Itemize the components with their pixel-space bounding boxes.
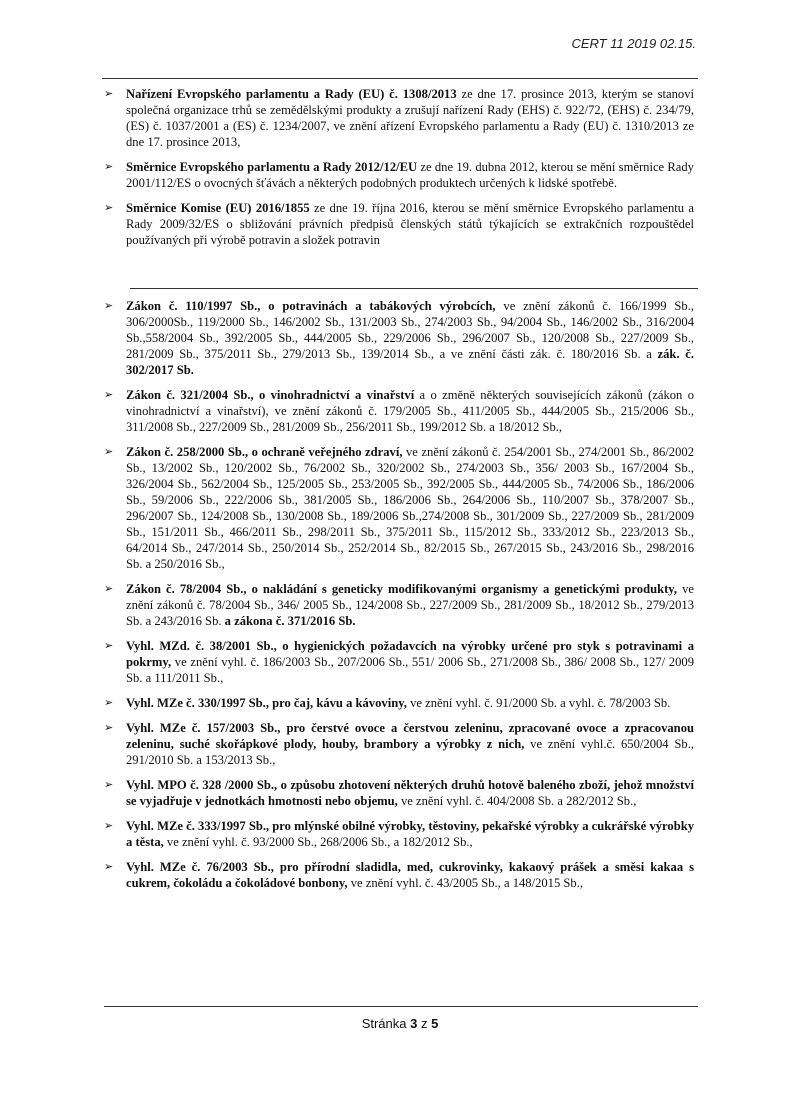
arrow-bullet-icon: ➢ xyxy=(104,160,114,173)
header-rule xyxy=(102,78,698,79)
legislation-item xyxy=(104,581,694,629)
legislation-item xyxy=(104,86,694,150)
footer-prefix: Stránka xyxy=(361,1016,411,1031)
legislation-title: Zákon č. 321/2004 Sb., o vinohradnictví a vinařství xyxy=(126,388,415,402)
legislation-item xyxy=(104,298,694,378)
legislation-title: Vyhl. MZd. č. 38/2001 Sb., o hygienických požadavcích na výrobky určené pro styk s potravinami a pokrmy, xyxy=(126,639,694,669)
footer-page-total: 5 xyxy=(431,1016,439,1031)
footer-rule xyxy=(104,1006,698,1007)
legislation-text: ve znění vyhl. č. 186/2003 Sb., 207/2006 Sb., 551/ 2006 Sb., 271/2008 Sb., 386/ 2008 Sb., 127/ 2009 Sb. a 111/2011 Sb., xyxy=(126,655,694,685)
arrow-bullet-icon: ➢ xyxy=(104,860,114,873)
arrow-bullet-icon: ➢ xyxy=(104,639,114,652)
legislation-item xyxy=(104,859,694,891)
legislation-text: a o změně některých souvisejících zákonů (zákon o vinohradnictví a vinařství), ve znění zákonů č. 179/2005 Sb., 411/2005 Sb., 444/2005 Sb., 215/2006 Sb., 311/2008 Sb., 227/2009 Sb., 281/2009 Sb., 256/2011 Sb., 199/2012 Sb. a 18/2012 Sb., xyxy=(126,388,694,434)
legislation-item xyxy=(104,638,694,686)
legislation-title: Vyhl. MZe č. 330/1997 Sb., pro čaj, kávu a kávoviny, xyxy=(126,696,407,710)
section-rule xyxy=(130,288,698,289)
arrow-bullet-icon: ➢ xyxy=(104,696,114,709)
legislation-text: ve znění zákonů č. 254/2001 Sb., 274/2001 Sb., 86/2002 Sb., 13/2002 Sb., 120/2002 Sb., 76/2002 Sb., 320/2002 Sb., 274/2003 Sb., 356/ 2003 Sb., 167/2004 Sb., 326/2004 Sb., 562/2004 Sb., 125/2005 Sb., 253/2005 Sb., 392/2005 Sb., 444/2005 Sb., 74/2006 Sb., 186/2006 Sb., 59/2006 Sb., 222/2006 Sb., 381/2005 Sb., 186/2006 Sb., 264/2006 Sb., 110/2007 Sb., 378/2007 Sb., 296/2007 Sb., 124/2008 Sb., 130/2008 Sb., 189/2006 Sb.,274/2008 Sb., 301/2009 Sb., 227/2009 Sb., 281/2009 Sb., 151/2011 Sb., 466/2011 Sb., 298/2011 Sb., 375/2011 Sb., 115/2012 Sb., 333/2012 Sb., 223/2013 Sb., 64/2014 Sb., 247/2014 Sb., 250/2014 Sb., 252/2014 Sb., 82/2015 Sb., 267/2015 Sb., 243/2016 Sb., 298/2016 Sb. a 250/2016 Sb., xyxy=(126,445,694,571)
legislation-title: Vyhl. MPO č. 328 /2000 Sb., o způsobu zhotovení některých druhů hotově baleného zboží, jehož množství se vyjadřuje v jednotkách hmotnosti nebo objemu, xyxy=(126,778,694,808)
legislation-text: ze dne 19. dubna 2012, kterou se mění směrnice Rady 2001/112/ES o ovocných šťávách a některých podobných produktech určených k lidské spotřebě. xyxy=(126,160,694,190)
legislation-text: ve znění vyhl.č. 650/2004 Sb., 291/2010 Sb. a 153/2013 Sb., xyxy=(126,737,694,767)
legislation-item xyxy=(104,444,694,572)
arrow-bullet-icon: ➢ xyxy=(104,721,114,734)
arrow-bullet-icon: ➢ xyxy=(104,388,114,401)
legislation-text: ve znění zákonů č. 166/1999 Sb., 306/2000Sb., 119/2000 Sb., 146/2002 Sb., 131/2003 Sb., 274/2003 Sb., 94/2004 Sb., 146/2002 Sb., 316/2004 Sb.,558/2004 Sb., 392/2005 Sb., 444/2005 Sb., 229/2006 Sb., 296/2007 Sb., 120/2008 Sb., 227/2009 Sb., 281/2009 Sb., 375/2011 Sb., 279/2013 Sb., 139/2014 Sb., a ve znění části zák. č. 180/2016 Sb. a xyxy=(126,299,694,361)
arrow-bullet-icon: ➢ xyxy=(104,299,114,312)
legislation-item xyxy=(104,387,694,435)
arrow-bullet-icon: ➢ xyxy=(104,819,114,832)
arrow-bullet-icon: ➢ xyxy=(104,87,114,100)
czech-legislation-section xyxy=(104,298,694,900)
arrow-bullet-icon: ➢ xyxy=(104,201,114,214)
page-footer xyxy=(0,1016,800,1031)
legislation-text: ve znění vyhl. č. 404/2008 Sb. a 282/2012 Sb., xyxy=(397,794,637,808)
legislation-title: Směrnice Evropského parlamentu a Rady 2012/12/EU xyxy=(126,160,418,174)
legislation-amendment: zák. č. 302/2017 Sb. xyxy=(126,347,695,377)
legislation-item xyxy=(104,777,694,809)
legislation-item xyxy=(104,695,694,711)
legislation-text: ze dne 19. října 2016, kterou se mění směrnice Evropského parlamentu a Rady 2009/32/ES o sbližování právních předpisů členských států týkajících se extrakčních rozpouštědel používaných při výrobě potravin a složek potravin xyxy=(126,201,694,247)
legislation-title: Zákon č. 258/2000 Sb., o ochraně veřejného zdraví, xyxy=(126,445,403,459)
legislation-title: Zákon č. 78/2004 Sb., o nakládání s geneticky modifikovanými organismy a genetickými produkty, xyxy=(126,582,678,596)
footer-page-number: 3 xyxy=(410,1016,418,1031)
legislation-text: ze dne 17. prosince 2013, kterým se stanoví společná organizace trhů se zemědělskými produkty a zrušují nařízení Rady (EHS) č. 922/72, (EHS) č. 234/79, (ES) č. 1037/2001 a (ES) č. 1234/2007, ve znění ařízení Evropského parlamentu a Rady (EU) č. 1310/2013 ze dne 17. prosince 2013, xyxy=(126,87,694,149)
legislation-title: Vyhl. MZe č. 76/2003 Sb., pro přírodní sladidla, med, cukrovinky, kakaový prášek a směsi kakaa s cukrem, čokoládu a čokoládové bonbony, xyxy=(126,860,694,890)
eu-legislation-section xyxy=(104,86,694,257)
legislation-text: ve znění zákonů č. 78/2004 Sb., 346/ 2005 Sb., 124/2008 Sb., 227/2009 Sb., 281/2009 Sb., 18/2012 Sb., 279/2013 Sb. a 243/2016 Sb. xyxy=(126,582,694,628)
document-reference: CERT 11 2019 02.15. xyxy=(571,36,696,51)
legislation-item xyxy=(104,818,694,850)
legislation-title: Vyhl. MZe č. 157/2003 Sb., pro čerstvé ovoce a čerstvou zeleninu, zpracované ovoce a zpracovanou zeleninu, suché skořápkové plody, houby, brambory a výrobky z nich, xyxy=(126,721,694,751)
legislation-item xyxy=(104,159,694,191)
legislation-item xyxy=(104,200,694,248)
legislation-text: ve znění vyhl. č. 91/2000 Sb. a vyhl. č. 78/2003 Sb. xyxy=(406,696,671,710)
legislation-text: ve znění vyhl. č. 43/2005 Sb., a 148/2015 Sb., xyxy=(347,876,584,890)
legislation-title: Nařízení Evropského parlamentu a Rady (EU) č. 1308/2013 xyxy=(126,87,457,101)
arrow-bullet-icon: ➢ xyxy=(104,778,114,791)
arrow-bullet-icon: ➢ xyxy=(104,582,114,595)
legislation-title: Vyhl. MZe č. 333/1997 Sb., pro mlýnské obilné výrobky, těstoviny, pekařské výrobky a cukrářské výrobky a těsta, xyxy=(126,819,694,849)
legislation-amendment: a zákona č. 371/2016 Sb. xyxy=(224,614,356,628)
legislation-title: Zákon č. 110/1997 Sb., o potravinách a tabákových výrobcích, xyxy=(126,299,496,313)
footer-mid: z xyxy=(417,1016,432,1031)
arrow-bullet-icon: ➢ xyxy=(104,445,114,458)
legislation-item xyxy=(104,720,694,768)
legislation-title: Směrnice Komise (EU) 2016/1855 xyxy=(126,201,310,215)
legislation-text: ve znění vyhl. č. 93/2000 Sb., 268/2006 Sb., a 182/2012 Sb., xyxy=(163,835,473,849)
